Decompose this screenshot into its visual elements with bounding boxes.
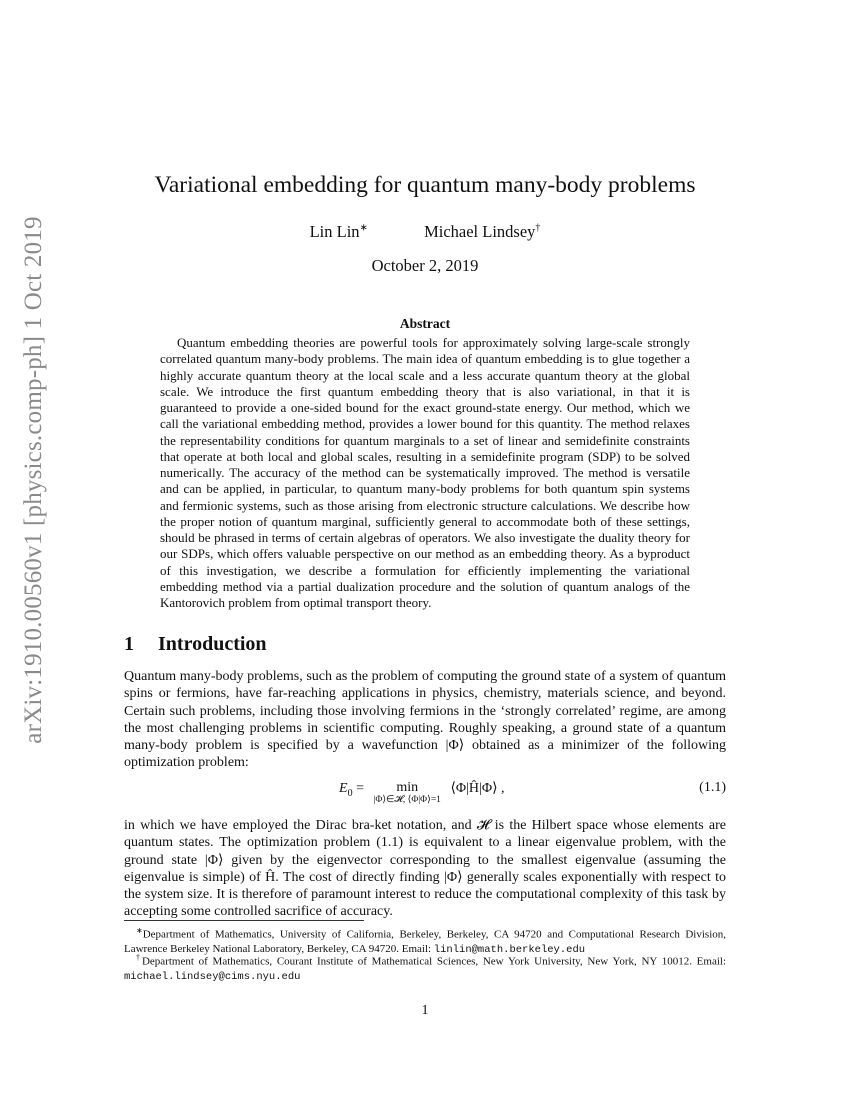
- footnote-affiliation-lin: ∗Department of Mathematics, University of California, Berkeley, Berkeley, CA 94720 and Computational Research Division, Lawrence Berkeley National Laboratory, Berkeley, CA 94720. Email: linlin@math.berkeley.edu: [124, 926, 726, 957]
- section-heading-introduction: [124, 633, 267, 656]
- author-footnote-mark: †: [535, 222, 541, 234]
- intro-paragraph-1: Quantum many-body problems, such as the problem of computing the ground state of a system of quantum spins or fermions, have far-reaching applications in physics, chemistry, materials science, and beyond. Certain such problems, including those involving fermions in the ‘strongly correlated’ regime, are among the most challenging problems in scientific computing. Roughly speaking, a ground state of a quantum many-body problem is specified by a wavefunction |Φ⟩ obtained as a minimizer of the following optimization problem:: [124, 669, 726, 771]
- intro-paragraph-2: in which we have employed the Dirac bra-ket notation, and 𝓗 is the Hilbert space whose elements are quantum states. The optimization problem (1.1) is equivalent to a linear eigenvalue problem, with the ground state |Φ⟩ given by the eigenvector corresponding to the smallest eigenvalue (assuming the eigenvalue is simple) of Ĥ. The cost of directly finding |Φ⟩ generally scales exponentially with respect to the system size. It is therefore of paramount interest to reduce the computational complexity of this task by accepting some controlled sacrifice of accuracy.: [124, 818, 726, 920]
- page-number: 1: [421, 1003, 429, 1018]
- author-lin-lin: Lin Lin∗: [309, 222, 368, 241]
- section-title: Introduction: [158, 633, 267, 655]
- equation-1-1: [124, 776, 726, 812]
- paper-date: October 2, 2019: [371, 256, 479, 275]
- section-number: 1: [124, 633, 134, 655]
- abstract-heading: Abstract: [399, 316, 451, 331]
- footnote-affiliation-lindsey: †Department of Mathematics, Courant Institute of Mathematical Sciences, New York University, New York, NY 10012. Email: michael.lindsey@cims.nyu.edu: [124, 953, 726, 984]
- equation-body: $E_0$ = min |Φ⟩∈𝓗, ⟨Φ|Φ⟩=1 ⟨Φ|Ĥ|Φ⟩ ,: [339, 780, 505, 805]
- abstract-text: Quantum embedding theories are powerful tools for approximately solving large-scale strongly correlated quantum many-body problems. The main idea of quantum embedding is to glue together a highly accurate quantum theory at the local scale and a less accurate quantum theory at the global scale. We introduce the first quantum embedding theory that is also variational, in that it is guaranteed to provide a one-sided bound for the exact ground-state energy. Our method, which we call the variational embedding method, provides a lower bound for this quantity. The method relaxes the representability conditions for quantum marginals to a set of linear and semidefinite constraints that operate at both local and global scales, resulting in a semidefinite program (SDP) to be solved numerically. The accuracy of the method can be systematically improved. The method is versatile and can be applied, in particular, to quantum many-body problems for both quantum spin systems and fermionic systems, such as those arising from electronic structure calculations. We describe how the proper notion of quantum marginal, sufficiently general to accommodate both of these settings, should be phrased in terms of certain algebras of operators. We also investigate the duality theory for our SDPs, which offers valuable perspective on our method as an embedding theory. As a byproduct of this investigation, we describe a formulation for efficiently implementing the variational embedding method via a partial dualization procedure and the solution of quantum analogs of the Kantorovich problem from optimal transport theory.: [160, 335, 690, 610]
- author-michael-lindsey: Michael Lindsey†: [424, 222, 541, 241]
- author-footnote-mark: ∗: [359, 222, 368, 234]
- email-link[interactable]: michael.lindsey@cims.nyu.edu: [124, 971, 301, 984]
- equation-min-operator: min |Φ⟩∈𝓗, ⟨Φ|Φ⟩=1: [373, 780, 441, 805]
- paper-title: Variational embedding for quantum many-body problems: [154, 172, 696, 198]
- footnote-rule: [124, 920, 364, 921]
- email-link[interactable]: linlin@math.berkeley.edu: [433, 944, 586, 957]
- author-list: [0, 222, 850, 242]
- equation-label: (1.1): [699, 780, 726, 795]
- arxiv-id-label: arXiv:1910.00560v1 [physics.comp-ph] 1 Oct 2019: [20, 216, 47, 744]
